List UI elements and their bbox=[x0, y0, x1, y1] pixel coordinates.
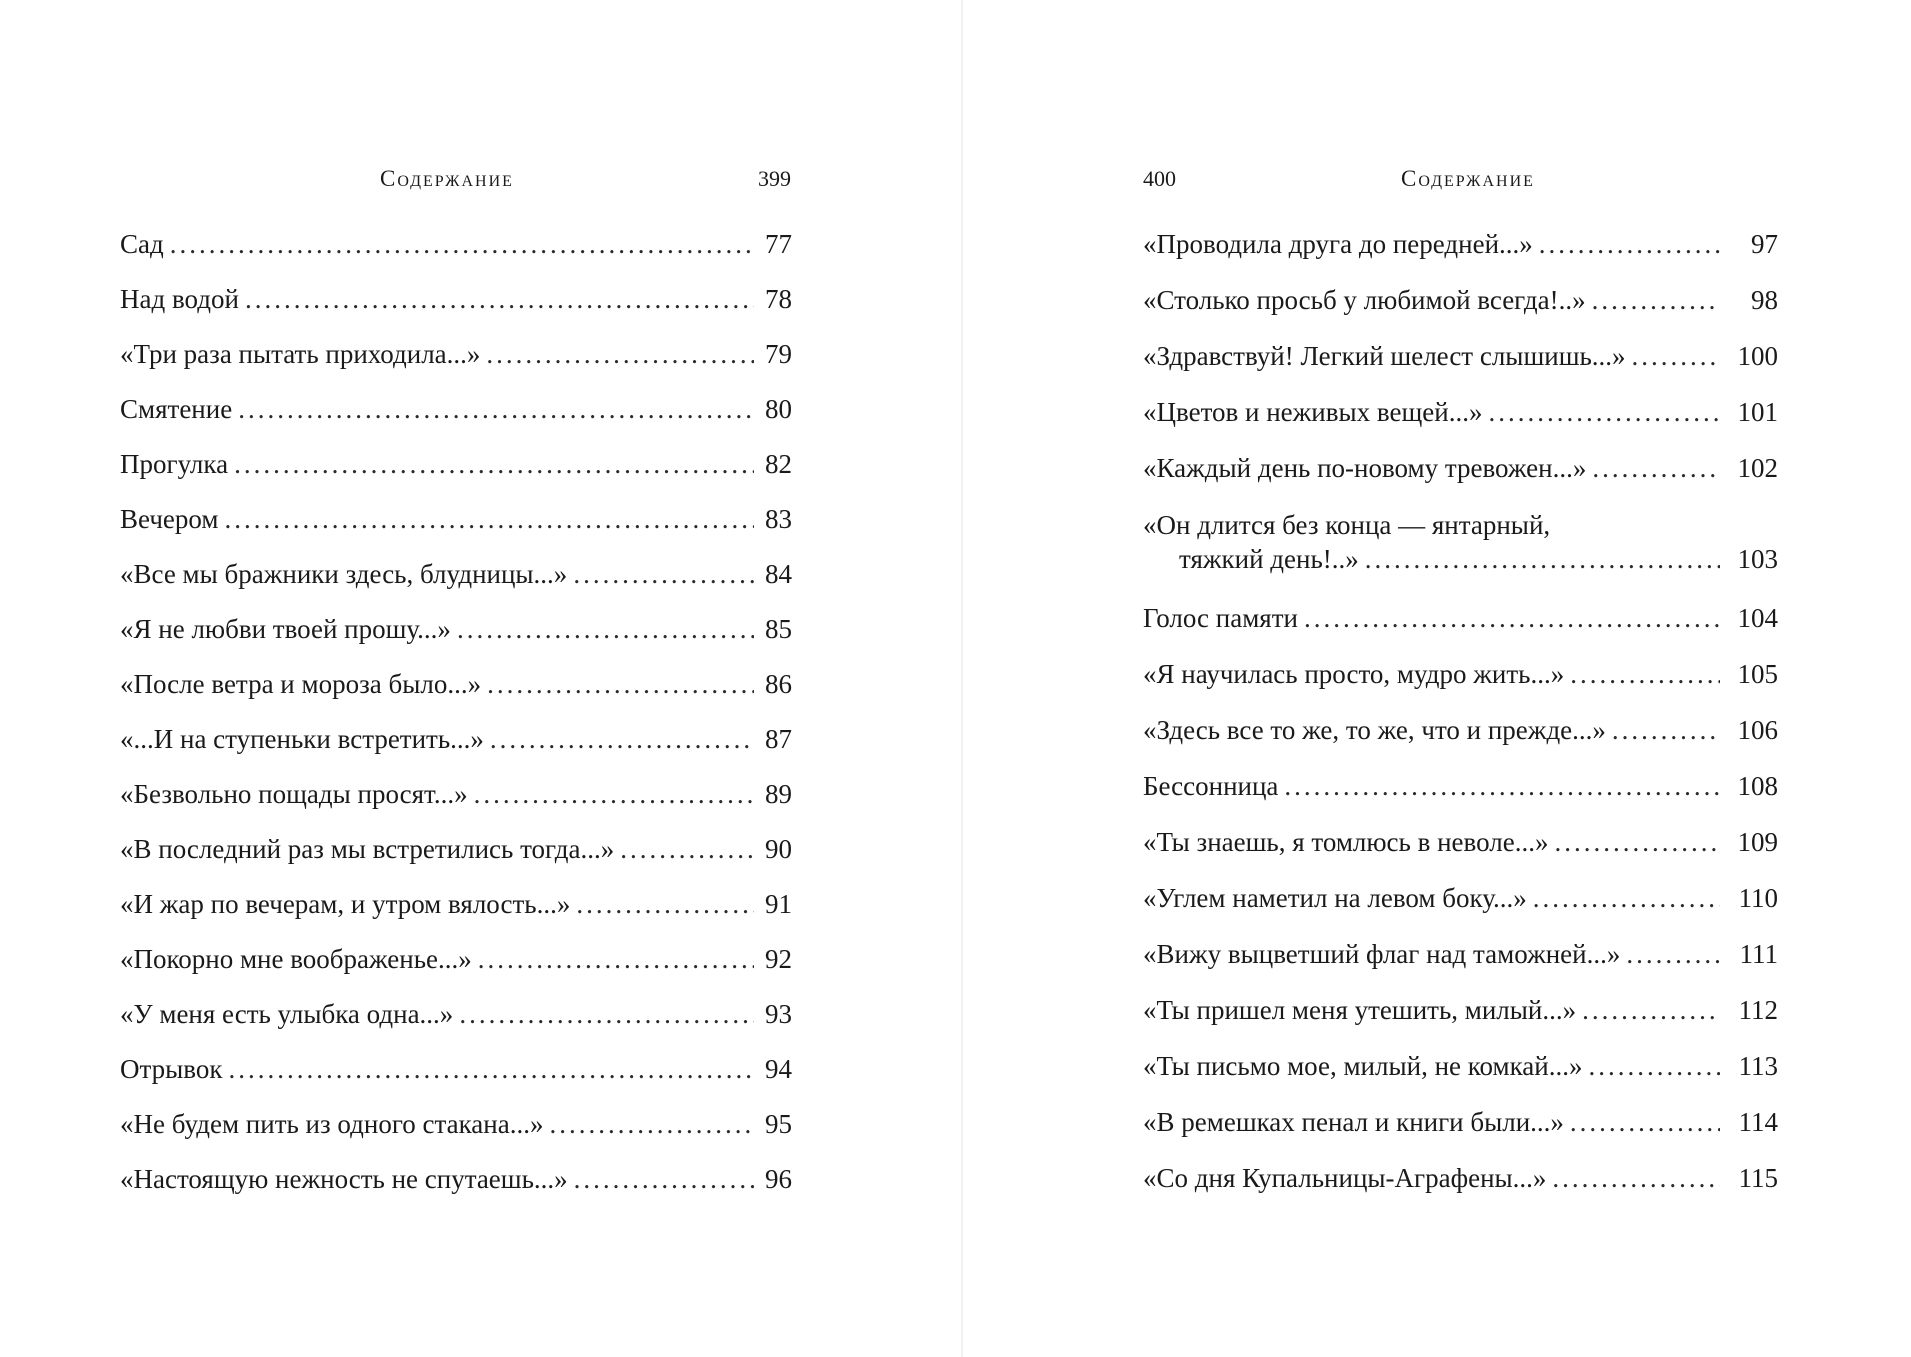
toc-entry-page: 105 bbox=[1737, 659, 1778, 689]
toc-entry bbox=[1143, 938, 1778, 994]
dot-leader bbox=[459, 998, 754, 1030]
dot-leader bbox=[1570, 658, 1720, 690]
dot-leader bbox=[224, 503, 754, 535]
toc-entry bbox=[1143, 714, 1778, 770]
toc-entry-page: 86 bbox=[765, 669, 792, 699]
toc-entry-page: 82 bbox=[765, 449, 792, 479]
toc-entry-title: «Я не любви твоей прошу...» bbox=[120, 614, 451, 644]
toc-entry bbox=[120, 778, 792, 833]
toc-entry-title: «У меня есть улыбка одна...» bbox=[120, 999, 454, 1029]
dot-leader bbox=[1539, 228, 1720, 260]
page-number: 399 bbox=[758, 166, 791, 191]
dot-leader bbox=[1554, 826, 1720, 858]
dot-leader bbox=[1488, 396, 1720, 428]
toc-entry bbox=[1143, 508, 1778, 602]
toc-entry bbox=[1143, 602, 1778, 658]
toc-entry-page: 83 bbox=[765, 504, 792, 534]
toc-entry-page: 114 bbox=[1738, 1107, 1778, 1137]
toc-entry-page: 112 bbox=[1738, 995, 1778, 1025]
toc-entry-page: 94 bbox=[765, 1054, 792, 1084]
toc-entry-page: 115 bbox=[1738, 1163, 1778, 1193]
toc-entry bbox=[1143, 340, 1778, 396]
toc-entry-page: 96 bbox=[765, 1164, 792, 1194]
right-page bbox=[963, 0, 1911, 1357]
dot-leader bbox=[478, 943, 754, 975]
toc-entry-title: Вечером bbox=[120, 504, 219, 534]
toc-entry-title-line1: «Он длится без конца — янтарный, bbox=[1143, 510, 1551, 540]
toc-entry bbox=[120, 228, 792, 283]
toc-entry-page: 100 bbox=[1737, 341, 1778, 371]
dot-leader bbox=[1592, 284, 1720, 316]
dot-leader bbox=[1612, 714, 1720, 746]
dot-leader bbox=[1284, 770, 1720, 802]
toc-entry-page: 84 bbox=[765, 559, 792, 589]
toc-entry bbox=[120, 503, 792, 558]
toc-entry-page: 93 bbox=[765, 999, 792, 1029]
toc-entry-page: 79 bbox=[765, 339, 792, 369]
dot-leader bbox=[549, 1108, 754, 1140]
toc-entry-title: «Ты письмо мое, милый, не комкай...» bbox=[1143, 1051, 1583, 1081]
toc-entry-title: «После ветра и мороза было...» bbox=[120, 669, 482, 699]
toc-entry-title: Смятение bbox=[120, 394, 233, 424]
toc-entry bbox=[120, 1163, 792, 1218]
toc-entry-page: 77 bbox=[765, 229, 792, 259]
dot-leader bbox=[1626, 938, 1720, 970]
toc-entry bbox=[120, 943, 792, 998]
toc-entry-page: 85 bbox=[765, 614, 792, 644]
toc-entry bbox=[120, 668, 792, 723]
toc-entry bbox=[120, 338, 792, 393]
dot-leader bbox=[574, 1163, 754, 1195]
toc-entry bbox=[1143, 452, 1778, 508]
dot-leader bbox=[1365, 542, 1720, 576]
toc-entry-title: «Покорно мне воображенье...» bbox=[120, 944, 472, 974]
toc-entry-page: 113 bbox=[1738, 1051, 1778, 1081]
toc-entry bbox=[120, 283, 792, 338]
toc-entry bbox=[1143, 882, 1778, 938]
toc-entry-title: Сад bbox=[120, 229, 164, 259]
toc-entry-page: 103 bbox=[1737, 544, 1778, 574]
toc-entry-title: Прогулка bbox=[120, 449, 229, 479]
toc-entry bbox=[120, 393, 792, 448]
toc-entry-title: «В последний раз мы встретились тогда...» bbox=[120, 834, 615, 864]
dot-leader bbox=[1570, 1106, 1720, 1138]
dot-leader bbox=[170, 228, 754, 260]
toc-entry bbox=[120, 1108, 792, 1163]
toc-entry-title: «Столько просьб у любимой всегда!..» bbox=[1143, 285, 1586, 315]
table-of-contents bbox=[120, 228, 792, 1218]
dot-leader bbox=[228, 1053, 754, 1085]
dot-leader bbox=[487, 668, 754, 700]
toc-entry-page: 109 bbox=[1737, 827, 1778, 857]
toc-entry-title: «Я научилась просто, мудро жить...» bbox=[1143, 659, 1565, 689]
dot-leader bbox=[1588, 1050, 1720, 1082]
dot-leader bbox=[474, 778, 754, 810]
toc-entry bbox=[1143, 770, 1778, 826]
toc-entry-title: «Вижу выцветший флаг над таможней...» bbox=[1143, 939, 1621, 969]
toc-entry-title: «Ты знаешь, я томлюсь в неволе...» bbox=[1143, 827, 1549, 857]
toc-entry-page: 101 bbox=[1737, 397, 1778, 427]
toc-entry bbox=[1143, 284, 1778, 340]
toc-entry-title: «...И на ступеньки встретить...» bbox=[120, 724, 484, 754]
toc-entry bbox=[1143, 658, 1778, 714]
toc-entry-title: «Углем наметил на левом боку...» bbox=[1143, 883, 1527, 913]
toc-entry-page: 110 bbox=[1738, 883, 1778, 913]
toc-entry-title-line2: тяжкий день!..» bbox=[1179, 544, 1359, 574]
toc-entry-title: «И жар по вечерам, и утром вялость...» bbox=[120, 889, 571, 919]
dot-leader bbox=[238, 393, 754, 425]
toc-entry-title: Отрывок bbox=[120, 1054, 223, 1084]
toc-entry bbox=[120, 998, 792, 1053]
toc-entry-page: 89 bbox=[765, 779, 792, 809]
running-title: Содержание bbox=[380, 166, 514, 191]
dot-leader bbox=[1552, 1162, 1720, 1194]
toc-entry bbox=[1143, 396, 1778, 452]
toc-entry bbox=[1143, 1106, 1778, 1162]
toc-entry bbox=[120, 833, 792, 888]
toc-entry bbox=[120, 723, 792, 778]
toc-entry bbox=[1143, 1050, 1778, 1106]
toc-entry bbox=[120, 1053, 792, 1108]
toc-entry-title: «Каждый день по-новому тревожен...» bbox=[1143, 453, 1587, 483]
running-title: Содержание bbox=[1401, 166, 1535, 191]
dot-leader bbox=[457, 613, 754, 645]
toc-entry-title: «Проводила друга до передней...» bbox=[1143, 229, 1533, 259]
toc-entry-page: 108 bbox=[1737, 771, 1778, 801]
toc-entry-page: 106 bbox=[1737, 715, 1778, 745]
toc-entry-page: 78 bbox=[765, 284, 792, 314]
toc-entry-title: «Настоящую нежность не спутаешь...» bbox=[120, 1164, 568, 1194]
toc-entry-title: «Три раза пытать приходила...» bbox=[120, 339, 481, 369]
toc-entry-title: «Цветов и неживых вещей...» bbox=[1143, 397, 1483, 427]
toc-entry-title: «Со дня Купальницы-Аграфены...» bbox=[1143, 1163, 1547, 1193]
toc-entry bbox=[120, 448, 792, 503]
table-of-contents bbox=[1143, 228, 1778, 1218]
toc-entry bbox=[1143, 994, 1778, 1050]
toc-entry-title: «Здесь все то же, то же, что и прежде...» bbox=[1143, 715, 1606, 745]
page-number: 400 bbox=[1143, 166, 1176, 191]
toc-entry-page: 111 bbox=[1739, 939, 1778, 969]
toc-entry bbox=[120, 613, 792, 668]
dot-leader bbox=[490, 723, 754, 755]
toc-entry-title: «Не будем пить из одного стакана...» bbox=[120, 1109, 544, 1139]
toc-entry bbox=[1143, 228, 1778, 284]
dot-leader bbox=[573, 558, 754, 590]
toc-entry-title: «В ремешках пенал и книги были...» bbox=[1143, 1107, 1564, 1137]
toc-entry-page: 104 bbox=[1737, 603, 1778, 633]
toc-entry-title: «Ты пришел меня утешить, милый...» bbox=[1143, 995, 1577, 1025]
toc-entry-title: Голос памяти bbox=[1143, 603, 1298, 633]
toc-entry bbox=[1143, 1162, 1778, 1218]
toc-entry-title: Над водой bbox=[120, 284, 239, 314]
toc-entry-title: Бессонница bbox=[1143, 771, 1279, 801]
toc-entry-page: 97 bbox=[1751, 229, 1778, 259]
toc-entry-title: «Безвольно пощады просят...» bbox=[120, 779, 468, 809]
toc-entry-page: 95 bbox=[765, 1109, 792, 1139]
toc-entry-second-row bbox=[1143, 542, 1778, 576]
toc-entry bbox=[120, 558, 792, 613]
dot-leader bbox=[234, 448, 754, 480]
toc-entry bbox=[120, 888, 792, 943]
dot-leader bbox=[1304, 602, 1720, 634]
toc-entry-page: 90 bbox=[765, 834, 792, 864]
toc-entry-page: 102 bbox=[1737, 453, 1778, 483]
toc-entry bbox=[1143, 826, 1778, 882]
dot-leader bbox=[1632, 340, 1720, 372]
dot-leader bbox=[486, 338, 754, 370]
toc-entry-wrap bbox=[1143, 508, 1778, 576]
toc-entry-title: «Все мы бражники здесь, блудницы...» bbox=[120, 559, 568, 589]
toc-entry-page: 87 bbox=[765, 724, 792, 754]
dot-leader bbox=[1533, 882, 1720, 914]
dot-leader bbox=[245, 283, 754, 315]
toc-entry-page: 98 bbox=[1751, 285, 1778, 315]
toc-entry-title: «Здравствуй! Легкий шелест слышишь...» bbox=[1143, 341, 1626, 371]
toc-entry-page: 91 bbox=[765, 889, 792, 919]
toc-entry-page: 92 bbox=[765, 944, 792, 974]
dot-leader bbox=[576, 888, 754, 920]
dot-leader bbox=[620, 833, 754, 865]
dot-leader bbox=[1582, 994, 1720, 1026]
toc-entry-page: 80 bbox=[765, 394, 792, 424]
dot-leader bbox=[1592, 452, 1720, 484]
